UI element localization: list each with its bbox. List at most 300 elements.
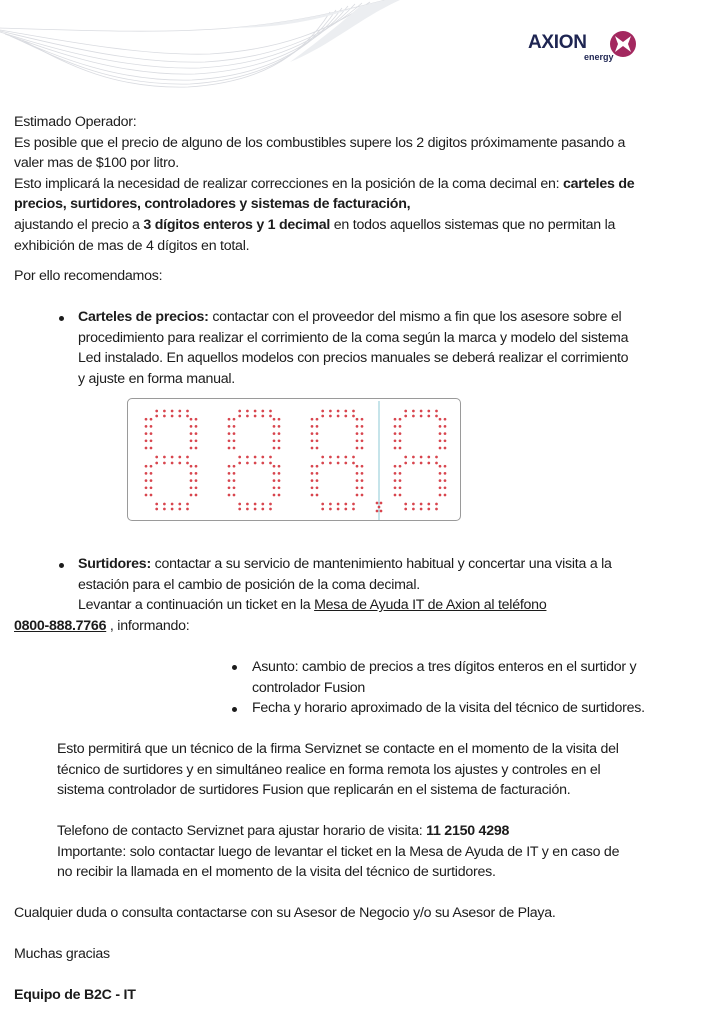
led-dot [145, 465, 148, 468]
led-dot [228, 432, 231, 435]
led-dot [278, 486, 281, 489]
led-dot [439, 418, 442, 421]
led-dot [311, 425, 314, 428]
led-dot [352, 456, 355, 459]
led-dot [186, 410, 189, 413]
led-dot [246, 462, 249, 465]
surtidores-line-1 [78, 554, 612, 575]
led-dot [356, 494, 359, 497]
led-dot [155, 415, 158, 418]
led-dot [444, 439, 447, 442]
serviznet-phone[interactable]: 11 2150 4298 [426, 823, 510, 839]
led-dot [145, 432, 148, 435]
led-dot [311, 472, 314, 475]
led-dot [316, 494, 319, 497]
led-dot [150, 418, 153, 421]
led-dot [439, 472, 442, 475]
led-dot [155, 462, 158, 465]
led-dot [356, 486, 359, 489]
contact-label: Telefono de contacto Serviznet para ajustar horario de visita: [57, 823, 427, 839]
bullet-icon [232, 707, 237, 712]
thanks-line: Muchas gracias [14, 946, 110, 962]
contact-line [57, 821, 509, 842]
led-dot [352, 462, 355, 465]
carteles-line-2: procedimiento para realizar el corrimiento de la coma según la marca y modelo del sistema [78, 329, 629, 346]
led-dot [190, 418, 193, 421]
led-dot [316, 418, 319, 421]
led-dot [233, 447, 236, 450]
led-dot [261, 456, 264, 459]
led-dot [163, 503, 166, 506]
led-dot [228, 486, 231, 489]
led-decimal-point [380, 502, 383, 505]
led-dot [439, 432, 442, 435]
led-dot [439, 486, 442, 489]
led-dot [394, 465, 397, 468]
led-dot [171, 508, 174, 511]
led-dot [150, 425, 153, 428]
led-dot [361, 425, 364, 428]
led-dot [178, 410, 181, 413]
led-dot [163, 410, 166, 413]
signature: Equipo de B2C - IT [14, 987, 136, 1003]
led-dot [269, 456, 272, 459]
led-dot [394, 439, 397, 442]
carteles-title: Carteles de precios: [78, 309, 209, 325]
led-dot [427, 508, 430, 511]
led-dot [356, 465, 359, 468]
led-dot [435, 415, 438, 418]
led-dot [352, 508, 355, 511]
carteles-text: contactar con el proveedor del mismo a fin que los asesore sobre el [208, 309, 622, 325]
led-dot [145, 472, 148, 475]
led-dot [171, 462, 174, 465]
led-dot [444, 486, 447, 489]
led-dot [316, 465, 319, 468]
led-dot [273, 479, 276, 482]
led-dot [233, 465, 236, 468]
logo-subtitle: energy [584, 52, 614, 62]
led-dot [269, 415, 272, 418]
led-dot [273, 425, 276, 428]
led-dot [444, 447, 447, 450]
led-dot [337, 503, 340, 506]
led-dot [399, 432, 402, 435]
led-dot [186, 503, 189, 506]
led-dot [344, 456, 347, 459]
led-dot [399, 486, 402, 489]
led-dot [246, 410, 249, 413]
led-dot [273, 418, 276, 421]
led-dot [394, 418, 397, 421]
led-dot [145, 494, 148, 497]
intro-line: Es posible que el precio de alguno de los combustibles supere los 2 digitos próximamente pasando a [14, 134, 626, 151]
subitem-asunto-line-2: controlador Fusion [252, 679, 366, 696]
led-dot [246, 415, 249, 418]
led-dot [412, 503, 415, 506]
led-dot [269, 462, 272, 465]
important-line: Importante: solo contactar luego de levantar el ticket en la Mesa de Ayuda de IT y en caso de [57, 843, 620, 860]
led-dot [150, 472, 153, 475]
led-dot [352, 415, 355, 418]
led-dot [190, 479, 193, 482]
led-dot [145, 479, 148, 482]
led-dot [195, 418, 198, 421]
led-dot [195, 472, 198, 475]
led-dot [435, 456, 438, 459]
led-dot [145, 418, 148, 421]
led-price-display [127, 398, 461, 521]
led-dot [412, 410, 415, 413]
led-decimal-point [380, 510, 383, 513]
led-dot [186, 508, 189, 511]
implication-text: ajustando el precio a [14, 217, 144, 233]
led-dot [145, 486, 148, 489]
led-dot [278, 425, 281, 428]
led-dot [155, 508, 158, 511]
header-wave-graphic [0, 0, 400, 95]
led-dot [273, 465, 276, 468]
led-dot [352, 503, 355, 506]
led-dot [273, 447, 276, 450]
led-dot [394, 479, 397, 482]
led-dot [356, 432, 359, 435]
led-dot [238, 508, 241, 511]
led-dot [439, 479, 442, 482]
axion-x-icon [608, 30, 638, 58]
led-dot [150, 494, 153, 497]
led-dot [228, 447, 231, 450]
intro-line: valer mas de $100 por litro. [14, 155, 179, 172]
led-dot [155, 503, 158, 506]
helpdesk-phone-link[interactable]: 0800-888.7766 [14, 617, 107, 634]
led-dot [273, 486, 276, 489]
led-dot [238, 415, 241, 418]
led-dot [228, 425, 231, 428]
axion-energy-logo [528, 28, 644, 68]
led-dot [238, 462, 241, 465]
led-dot [163, 462, 166, 465]
led-dot [344, 508, 347, 511]
led-dot [186, 415, 189, 418]
led-dot [186, 456, 189, 459]
implication-bold: carteles de [562, 175, 635, 192]
led-dot [163, 415, 166, 418]
implication-text: en todos aquellos sistemas que no permitan la [330, 217, 616, 233]
led-dot [190, 465, 193, 468]
led-dot [356, 472, 359, 475]
led-dot [420, 415, 423, 418]
led-dot [254, 410, 257, 413]
important-line: no recibir la llamada en el momento de la visita del técnico de surtidores. [57, 864, 496, 881]
led-dot [404, 456, 407, 459]
led-dot [329, 456, 332, 459]
serviznet-line: Esto permitirá que un técnico de la firma Serviznet se contacte en el momento de la visita del [57, 741, 619, 757]
led-dot [278, 439, 281, 442]
led-dot [329, 415, 332, 418]
led-dot [228, 494, 231, 497]
led-dot [337, 415, 340, 418]
led-dot [228, 479, 231, 482]
led-dot [337, 410, 340, 413]
led-dot [195, 447, 198, 450]
led-dot [145, 447, 148, 450]
led-dot [150, 465, 153, 468]
led-dot [399, 447, 402, 450]
led-dot [361, 439, 364, 442]
led-dot [195, 439, 198, 442]
led-dot [394, 472, 397, 475]
led-dot [394, 494, 397, 497]
led-dot [394, 425, 397, 428]
led-dot [273, 494, 276, 497]
led-dot [444, 425, 447, 428]
led-dot [178, 415, 181, 418]
greeting: Estimado Operador: [14, 114, 137, 130]
led-dot [254, 508, 257, 511]
led-dot [394, 486, 397, 489]
implication-text: Esto implicará la necesidad de realizar correcciones en la posición de la coma decimal en: [14, 175, 563, 192]
implication-bold: 3 dígitos enteros y 1 decimal [143, 217, 331, 233]
led-dot [233, 425, 236, 428]
led-dot [427, 410, 430, 413]
led-dot [195, 486, 198, 489]
led-dot [228, 465, 231, 468]
led-dot [361, 479, 364, 482]
led-dot [399, 465, 402, 468]
led-dot [190, 447, 193, 450]
led-dot [178, 456, 181, 459]
led-dot [150, 432, 153, 435]
led-dot [344, 462, 347, 465]
surtidores-title: Surtidores: [78, 556, 151, 572]
led-dot [427, 456, 430, 459]
led-dot [404, 462, 407, 465]
led-dot [150, 439, 153, 442]
led-dot [412, 508, 415, 511]
led-dot [361, 432, 364, 435]
carteles-line-1 [78, 307, 621, 328]
led-dot [269, 508, 272, 511]
led-dot [321, 503, 324, 506]
led-dot [278, 494, 281, 497]
led-dot [361, 472, 364, 475]
led-dot [321, 456, 324, 459]
led-dot [321, 415, 324, 418]
surtidores-text: , informando: [106, 617, 190, 634]
led-dot [352, 410, 355, 413]
led-dot [171, 503, 174, 506]
led-dot [420, 456, 423, 459]
led-dot [344, 503, 347, 506]
led-dot [404, 503, 407, 506]
led-dot [155, 410, 158, 413]
led-dot [163, 508, 166, 511]
led-dot [329, 410, 332, 413]
led-dot [311, 479, 314, 482]
led-dot [278, 432, 281, 435]
implication-line-4: exhibición de mas de 4 dígitos en total. [14, 237, 250, 254]
led-dot [233, 479, 236, 482]
led-dot [269, 503, 272, 506]
led-dot [195, 494, 198, 497]
led-dot [356, 439, 359, 442]
implication-line-1 [14, 174, 634, 195]
led-dot [420, 462, 423, 465]
led-dot [246, 503, 249, 506]
led-dot [399, 494, 402, 497]
led-dot [321, 410, 324, 413]
led-dot [228, 439, 231, 442]
led-dot [316, 447, 319, 450]
mesa-ayuda-link[interactable]: Mesa de Ayuda IT de Axion al teléfono [314, 597, 547, 614]
serviznet-line: técnico de surtidores y en simultáneo realice en forma remota los ajustes y controles en el [57, 761, 601, 778]
led-dot [311, 486, 314, 489]
led-dot [273, 432, 276, 435]
led-dot [316, 472, 319, 475]
led-dot [435, 503, 438, 506]
led-dot [399, 472, 402, 475]
led-dot [171, 410, 174, 413]
led-dot [337, 508, 340, 511]
surtidores-line-2: estación para el cambio de posición de la coma decimal. [78, 576, 420, 593]
led-dot [444, 479, 447, 482]
led-dot [361, 447, 364, 450]
led-dot [321, 462, 324, 465]
led-dot [254, 456, 257, 459]
led-dot [178, 462, 181, 465]
led-dot [394, 432, 397, 435]
bullet-icon [232, 665, 237, 670]
led-dot [228, 472, 231, 475]
led-dot [435, 410, 438, 413]
led-dot [233, 472, 236, 475]
led-dot [439, 439, 442, 442]
bullet-icon [59, 563, 64, 568]
led-dot [246, 456, 249, 459]
led-dot [356, 425, 359, 428]
led-dot [254, 503, 257, 506]
led-dot [195, 432, 198, 435]
led-dot [399, 439, 402, 442]
led-dot [261, 415, 264, 418]
led-dot [163, 456, 166, 459]
led-dot [427, 503, 430, 506]
led-dot [444, 494, 447, 497]
led-dot [278, 472, 281, 475]
led-dot [356, 418, 359, 421]
led-dot [316, 439, 319, 442]
led-dot [435, 508, 438, 511]
led-dot [404, 508, 407, 511]
led-dot [427, 415, 430, 418]
led-dot [427, 462, 430, 465]
led-dot [361, 494, 364, 497]
led-dot [435, 462, 438, 465]
led-dot [329, 508, 332, 511]
carteles-line-4: y ajuste en forma manual. [78, 370, 235, 387]
led-dot [321, 508, 324, 511]
led-dot [246, 508, 249, 511]
led-dot [190, 494, 193, 497]
led-dot [311, 439, 314, 442]
led-dot [311, 447, 314, 450]
led-dot [195, 425, 198, 428]
led-dot [145, 439, 148, 442]
led-dot [344, 410, 347, 413]
led-dot [412, 415, 415, 418]
led-dot [171, 415, 174, 418]
led-dot [233, 418, 236, 421]
led-dot [404, 410, 407, 413]
led-dot [439, 447, 442, 450]
led-dot [190, 439, 193, 442]
led-dot [254, 462, 257, 465]
subitem-fecha: Fecha y horario aproximado de la visita del técnico de surtidores. [252, 700, 645, 717]
led-dot [273, 439, 276, 442]
led-dot [228, 418, 231, 421]
led-dot [316, 432, 319, 435]
led-dot [233, 439, 236, 442]
led-dot [238, 503, 241, 506]
led-dot [278, 465, 281, 468]
led-dot [361, 418, 364, 421]
led-dot [439, 465, 442, 468]
led-dot [412, 456, 415, 459]
recommend-heading: Por ello recomendamos: [14, 268, 163, 284]
led-dot [190, 472, 193, 475]
led-dot [238, 456, 241, 459]
led-dot [399, 425, 402, 428]
led-dot [261, 508, 264, 511]
led-dot [261, 503, 264, 506]
led-dot [444, 418, 447, 421]
bullet-icon [59, 316, 64, 321]
led-dot [145, 425, 148, 428]
led-dot [233, 486, 236, 489]
led-dot [394, 447, 397, 450]
led-dot [337, 462, 340, 465]
led-dot [444, 432, 447, 435]
led-digits [128, 399, 462, 522]
led-dot [412, 462, 415, 465]
led-dot [311, 418, 314, 421]
led-dot [150, 486, 153, 489]
led-dot [254, 415, 257, 418]
questions-line: Cualquier duda o consulta contactarse con su Asesor de Negocio y/o su Asesor de Playa. [14, 905, 556, 921]
led-dot [404, 415, 407, 418]
led-decimal-point [376, 502, 379, 505]
surtidores-text: Levantar a continuación un ticket en la [78, 597, 315, 614]
serviznet-line: sistema controlador de surtidores Fusion que replicarán en el sistema de facturación. [57, 782, 571, 799]
led-dot [311, 494, 314, 497]
led-dot [190, 486, 193, 489]
led-decimal-point [376, 510, 379, 513]
led-dot [269, 410, 272, 413]
led-dot [361, 486, 364, 489]
led-dot [329, 503, 332, 506]
led-dot [261, 410, 264, 413]
led-dot [233, 432, 236, 435]
subitem-asunto-line-1: Asunto: cambio de precios a tres dígitos enteros en el surtidor y [252, 659, 637, 675]
led-dot [344, 415, 347, 418]
led-dot [356, 447, 359, 450]
led-dot [195, 465, 198, 468]
led-dot [316, 486, 319, 489]
implication-line-2: precios, surtidores, controladores y sistemas de facturación, [14, 196, 411, 213]
led-dot [316, 425, 319, 428]
led-dot [420, 503, 423, 506]
